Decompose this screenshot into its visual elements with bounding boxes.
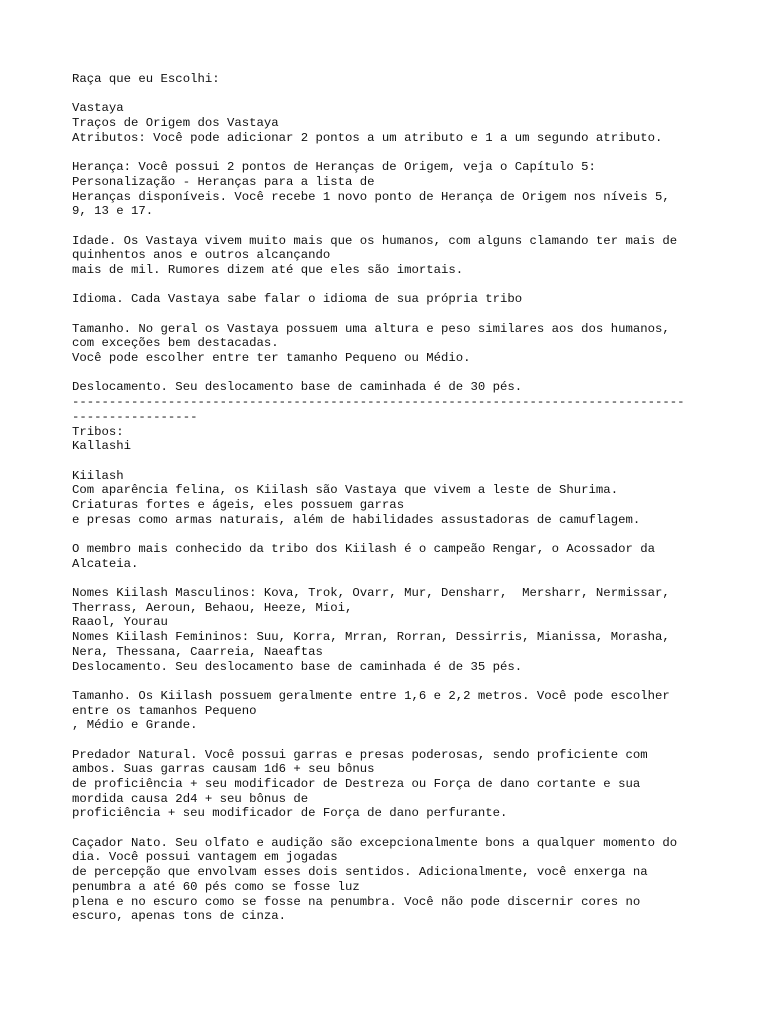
kiilash-heading: Kiilash <box>72 468 124 483</box>
female-names-1: Nomes Kiilash Femininos: Suu, Korra, Mrran, Rorran, Dessirris, Mianissa, Morasha, <box>72 630 670 645</box>
attributes-line: Atributos: Você pode adicionar 2 pontos a um atributo e 1 a um segundo atributo. <box>72 130 663 145</box>
age-line-3: mais de mil. Rumores dizem até que eles são imortais. <box>72 262 464 277</box>
age-line-2: quinhentos anos e outros alcançando <box>72 248 331 263</box>
blank-line <box>72 674 702 689</box>
predator-4: mordida causa 2d4 + seu bônus de <box>72 791 309 806</box>
blank-line <box>72 145 702 160</box>
tribes-heading: Tribos: <box>72 424 124 439</box>
female-names-2: Nera, Thessana, Caarreia, Naeaftas <box>72 644 323 659</box>
predator-3: de proficiência + seu modificador de Destreza ou Força de dano cortante e sua <box>72 777 641 791</box>
document-page <box>72 72 702 924</box>
kiilash-size-3: , Médio e Grande. <box>72 718 198 733</box>
male-names-2: Therrass, Aeroun, Behaou, Heeze, Mioi, <box>72 600 353 615</box>
divider-line-2: ----------------- <box>72 409 198 424</box>
age-line-1: Idade. Os Vastaya vivem muito mais que os humanos, com alguns clamando ter mais de <box>72 233 678 248</box>
male-names-3: Raaol, Yourau <box>72 615 168 630</box>
predator-1: Predador Natural. Você possui garras e presas poderosas, sendo proficiente com <box>72 747 648 762</box>
hunter-1: Caçador Nato. Seu olfato e audição são excepcionalmente bons a qualquer momento do <box>72 835 678 850</box>
kiilash-size-2: entre os tamanhos Pequeno <box>72 703 257 718</box>
size-line-1: Tamanho. No geral os Vastaya possuem uma altura e peso similares aos dos humanos, <box>72 321 670 336</box>
blank-line <box>72 219 702 234</box>
hunter-2: dia. Você possui vantagem em jogadas <box>72 850 338 865</box>
hunter-5: plena e no escuro como se fosse na penumbra. Você não pode discernir cores no <box>72 894 641 909</box>
language-line: Idioma. Cada Vastaya sabe falar o idioma de sua própria tribo <box>72 292 523 307</box>
origin-traits-title: Traços de Origem dos Vastaya <box>72 116 279 131</box>
tribe-kallashi: Kallashi <box>72 439 132 454</box>
male-names-1: Nomes Kiilash Masculinos: Kova, Trok, Ovarr, Mur, Densharr, Mersharr, Nermissar, <box>72 586 670 601</box>
kiilash-desc-1: Com aparência felina, os Kiilash são Vastaya que vivem a leste de Shurima. <box>72 483 619 498</box>
race-name: Vastaya <box>72 101 124 116</box>
heritage-line-3: Heranças disponíveis. Você recebe 1 novo ponto de Herança de Origem nos níveis 5, <box>72 189 670 204</box>
kiilash-movement: Deslocamento. Seu deslocamento base de caminhada é de 35 pés. <box>72 659 523 674</box>
blank-line <box>72 571 702 586</box>
blank-line <box>72 733 702 748</box>
heading-race-chosen: Raça que eu Escolhi: <box>72 72 220 86</box>
kiilash-member-2: Alcateia. <box>72 556 139 571</box>
heritage-line-2: Personalização - Heranças para a lista de <box>72 174 375 189</box>
kiilash-desc-3: e presas como armas naturais, além de habilidades assustadoras de camuflagem. <box>72 512 641 527</box>
kiilash-size-1: Tamanho. Os Kiilash possuem geralmente entre 1,6 e 2,2 metros. Você pode escolher <box>72 688 670 703</box>
blank-line <box>72 454 702 469</box>
predator-2: ambos. Suas garras causam 1d6 + seu bônus <box>72 762 375 777</box>
size-line-2: com exceções bem destacadas. <box>72 336 279 351</box>
divider-line-1: ----------------------------------------------------------------------------------- <box>72 395 685 410</box>
blank-line <box>72 278 702 293</box>
size-line-3: Você pode escolher entre ter tamanho Pequeno ou Médio. <box>72 351 471 366</box>
blank-line <box>72 366 702 381</box>
blank-line <box>72 87 702 102</box>
heritage-line-1: Herança: Você possui 2 pontos de Heranças de Origem, veja o Capítulo 5: <box>72 160 596 175</box>
heritage-line-4: 9, 13 e 17. <box>72 204 154 219</box>
kiilash-member-1: O membro mais conhecido da tribo dos Kiilash é o campeão Rengar, o Acossador da <box>72 542 655 556</box>
hunter-6: escuro, apenas tons de cinza. <box>72 909 287 924</box>
predator-5: proficiência + seu modificador de Força de dano perfurante. <box>72 806 508 821</box>
movement-line: Deslocamento. Seu deslocamento base de caminhada é de 30 pés. <box>72 380 523 395</box>
blank-line <box>72 307 702 322</box>
hunter-3: de percepção que envolvam esses dois sentidos. Adicionalmente, você enxerga na <box>72 865 648 880</box>
hunter-4: penumbra a até 60 pés como se fosse luz <box>72 879 360 894</box>
blank-line <box>72 821 702 836</box>
blank-line <box>72 527 702 542</box>
kiilash-desc-2: Criaturas fortes e ágeis, eles possuem garras <box>72 497 405 512</box>
